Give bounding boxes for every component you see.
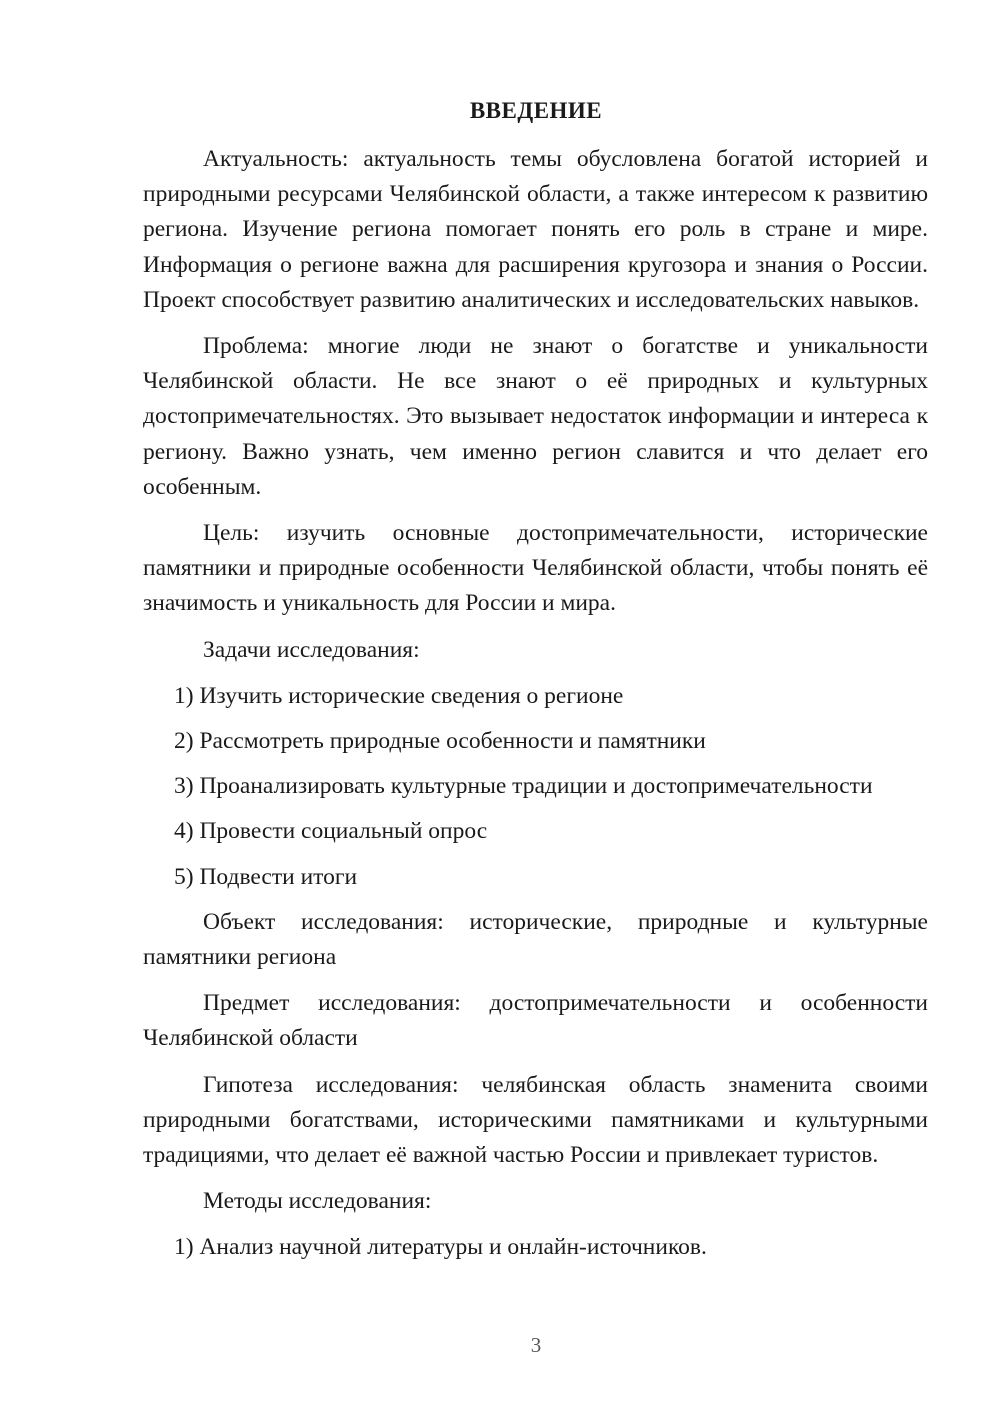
- list-item: 2) Рассмотреть природные особенности и памятники: [174, 728, 706, 755]
- hypothesis-paragraph: Гипотеза исследования: челябинская область знаменита своими природными богатствами, историческими памятниками и культурными традициями, что делает её важной частью России и привлекает туристов.: [143, 1071, 928, 1169]
- methods-heading: Методы исследования:: [203, 1188, 432, 1215]
- list-item: 1) Изучить исторические сведения о регионе: [174, 682, 624, 709]
- goal-paragraph: Цель: изучить основные достопримечательности, исторические памятники и природные особенности Челябинской области, чтобы понять её значимость и уникальность для России и мира.: [143, 520, 928, 617]
- object-paragraph: Объект исследования: исторические, природные и культурные памятники региона: [143, 908, 928, 971]
- problem-paragraph: Проблема: многие люди не знают о богатстве и уникальности Челябинской области. Не все знают о её природных и культурных достопримечательностях. Это вызывает недостаток информации и интереса к региону. Важно узнать, чем именно регион славится и что делает его особенным.: [143, 333, 928, 500]
- subject-paragraph: Предмет исследования: достопримечательности и особенности Челябинской области: [143, 990, 928, 1052]
- tasks-list: [143, 679, 928, 895]
- list-item: 3) Проанализировать культурные традиции и достопримечательности: [174, 773, 873, 800]
- page-number: 3: [530, 1333, 542, 1357]
- tasks-heading: Задачи исследования:: [203, 636, 420, 663]
- relevance-paragraph: Актуальность: актуальность темы обусловлена богатой историей и природными ресурсами Челябинской области, а также интересом к развитию региона. Изучение региона помогает понять его роль в стране и мире. Информация о регионе важна для расширения кругозора и знания о России. Проект способствует развитию аналитических и исследовательских навыков.: [143, 146, 928, 313]
- list-item: 4) Провести социальный опрос: [174, 818, 488, 845]
- methods-list: [143, 1230, 928, 1265]
- page-title: ВВЕДЕНИЕ: [469, 98, 603, 123]
- list-item: 5) Подвести итоги: [174, 863, 358, 890]
- body-text: [143, 142, 928, 1266]
- list-item: 1) Анализ научной литературы и онлайн-источников.: [174, 1234, 707, 1261]
